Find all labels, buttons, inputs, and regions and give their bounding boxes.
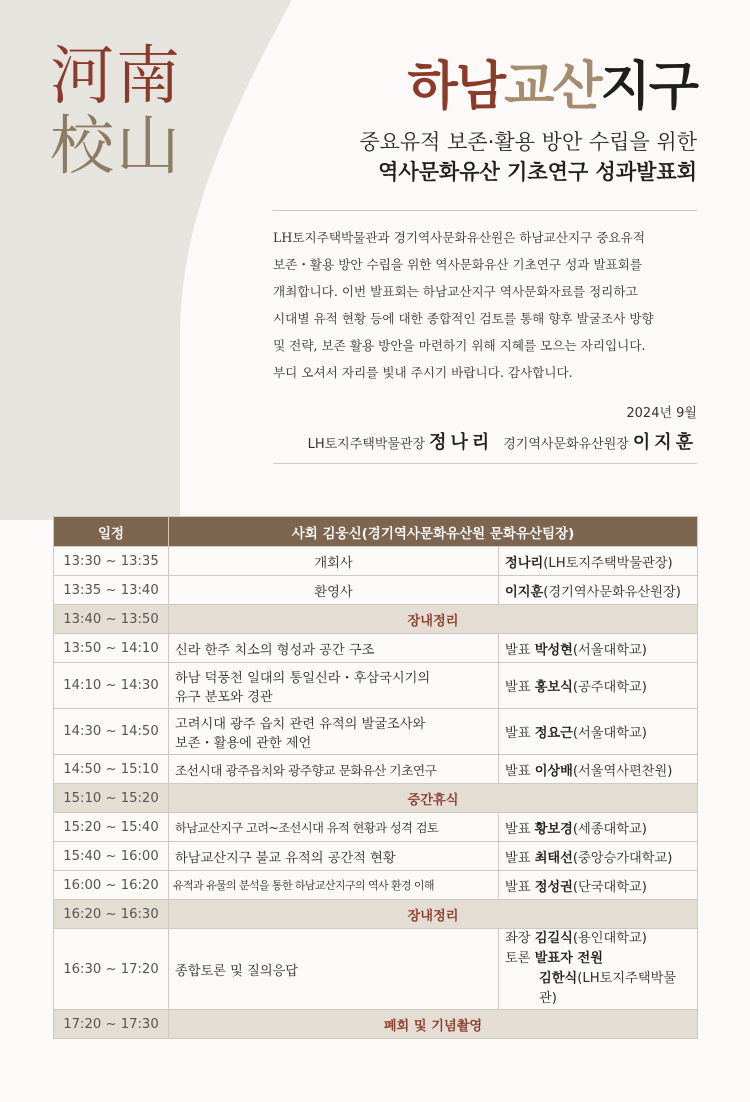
role-label: 발표 (505, 680, 531, 695)
speaker-affiliation: (서울역사편찬원) (572, 763, 673, 779)
table-row (54, 709, 698, 755)
speaker-name: 발표자 전원 (534, 951, 603, 966)
table-row (54, 547, 698, 576)
speaker-name: 이지훈 (505, 584, 544, 600)
speaker-affiliation: (중앙승가대학교) (572, 850, 673, 866)
hanja-char: 河南 (50, 40, 182, 114)
table-row (54, 842, 698, 871)
signer-name: 정나리 (429, 432, 494, 453)
speaker-name: 이상배 (534, 763, 573, 779)
role-label: 좌장 (505, 931, 531, 946)
speaker-affiliation: (공주대학교) (572, 680, 647, 695)
intro-line: 보존・활용 방안 수립을 위한 역사문화유산 기초연구 성과 발표회를 (273, 257, 643, 272)
time-cell: 16:20 ~ 16:30 (54, 900, 169, 929)
schedule-table (53, 516, 698, 1039)
speaker-affiliation: (경기역사문화유산원장) (543, 584, 681, 600)
break-row (54, 784, 698, 813)
subtitle-line-2: 역사문화유산 기초연구 성과발표회 (378, 160, 697, 184)
time-cell: 17:20 ~ 17:30 (54, 1010, 169, 1039)
speaker-name: 최태선 (534, 850, 573, 866)
speaker-line (505, 969, 691, 1009)
break-label: 장내정리 (169, 605, 698, 634)
divider (273, 210, 697, 211)
role-label: 발표 (505, 879, 531, 895)
speaker-cell (499, 663, 698, 709)
table-header (54, 517, 698, 547)
session-title: 하남교산지구 불교 유적의 공간적 현황 (169, 842, 499, 871)
role-label: 발표 (505, 850, 531, 866)
speaker-affiliation: (LH토지주택박물관) (539, 971, 677, 1006)
title-line: 보존・활용에 관한 제언 (175, 735, 312, 751)
speaker-cell (499, 576, 698, 605)
intro-line: 부디 오셔서 자리를 빛내 주시기 바랍니다. 감사합니다. (273, 365, 573, 380)
session-title (169, 709, 499, 755)
speaker-affiliation: (세종대학교) (572, 821, 647, 837)
speaker-cell (499, 871, 698, 900)
signer-title: LH토지주택박물관장 (307, 437, 426, 452)
session-title: 하남교산지구 고려~조선시대 유적 현황과 성격 검토 (169, 813, 499, 842)
intro-line: 시대별 유적 현황 등에 대한 종합적인 검토를 통해 향후 발굴조사 방향 (273, 311, 654, 326)
page-title (408, 44, 697, 119)
session-title: 유적과 유물의 분석을 통한 하남교산지구의 역사 환경 이해 (169, 871, 499, 900)
speaker-cell (499, 929, 698, 1010)
session-title: 개회사 (169, 547, 499, 576)
time-cell: 15:10 ~ 15:20 (54, 784, 169, 813)
subtitle-line-1: 중요유적 보존·활용 방안 수립을 위한 (359, 130, 697, 154)
table-row (54, 871, 698, 900)
break-row (54, 605, 698, 634)
speaker-affiliation: (서울대학교) (572, 726, 647, 741)
time-cell: 13:30 ~ 13:35 (54, 547, 169, 576)
hanja-char: 校山 (50, 110, 182, 184)
session-title: 환영사 (169, 576, 499, 605)
intro-paragraph (273, 224, 703, 386)
time-cell: 15:40 ~ 16:00 (54, 842, 169, 871)
time-cell: 14:30 ~ 14:50 (54, 709, 169, 755)
time-cell: 13:40 ~ 13:50 (54, 605, 169, 634)
speaker-name: 정나리 (505, 555, 544, 571)
time-cell: 13:35 ~ 13:40 (54, 576, 169, 605)
speaker-cell (499, 813, 698, 842)
title-line: 하남 덕풍천 일대의 통일신라・후삼국시기의 (175, 670, 431, 686)
speaker-name: 정요근 (534, 726, 573, 741)
date: 2024년 9월 (626, 406, 697, 421)
role-label: 토론 (505, 951, 531, 966)
time-cell: 14:10 ~ 14:30 (54, 663, 169, 709)
role-label: 발표 (505, 642, 531, 658)
break-label: 장내정리 (169, 900, 698, 929)
session-title (169, 663, 499, 709)
speaker-name: 정성권 (534, 879, 573, 895)
speaker-cell (499, 709, 698, 755)
hanja-logo (50, 42, 200, 182)
speaker-affiliation: (LH토지주택박물관장) (543, 555, 673, 571)
time-cell: 15:20 ~ 15:40 (54, 813, 169, 842)
signer-title: 경기역사문화유산원장 (503, 437, 629, 452)
title-line: 고려시대 광주 읍치 관련 유적의 발굴조사와 (175, 716, 426, 732)
time-cell: 16:00 ~ 16:20 (54, 871, 169, 900)
table-row (54, 634, 698, 663)
role-label: 발표 (505, 821, 531, 837)
speaker-name: 황보경 (534, 821, 573, 837)
speaker-name: 김한식 (539, 971, 578, 986)
intro-line: 개최합니다. 이번 발표회는 하남교산지구 역사문화자료를 정리하고 (273, 284, 638, 299)
title-line: 유구 분포와 경관 (175, 689, 273, 705)
speaker-cell (499, 547, 698, 576)
table-row (54, 929, 698, 1010)
break-label: 폐회 및 기념촬영 (169, 1010, 698, 1039)
speaker-affiliation: (용인대학교) (572, 931, 647, 946)
speaker-affiliation: (단국대학교) (572, 879, 647, 895)
divider (273, 463, 697, 464)
time-cell: 16:30 ~ 17:20 (54, 929, 169, 1010)
session-title: 조선시대 광주읍치와 광주향교 문화유산 기초연구 (169, 755, 499, 784)
speaker-cell (499, 755, 698, 784)
title-part-1: 하남 (407, 57, 505, 117)
signer-name: 이지훈 (632, 432, 697, 453)
title-part-3: 지구 (600, 57, 697, 117)
role-label: 발표 (505, 726, 531, 741)
table-row (54, 576, 698, 605)
session-title: 종합토론 및 질의응답 (169, 929, 499, 1010)
speaker-cell (499, 842, 698, 871)
break-row (54, 900, 698, 929)
role-label: 발표 (505, 763, 531, 779)
signatures (308, 428, 697, 454)
session-title: 신라 한주 치소의 형성과 공간 구조 (169, 634, 499, 663)
time-cell: 14:50 ~ 15:10 (54, 755, 169, 784)
break-label: 중간휴식 (169, 784, 698, 813)
speaker-affiliation: (서울대학교) (572, 642, 647, 658)
intro-line: LH토지주택박물관과 경기역사문화유산원은 하남교산지구 중요유적 (273, 230, 645, 245)
speaker-name: 홍보식 (534, 680, 573, 695)
speaker-name: 박성현 (534, 642, 573, 658)
time-cell: 13:50 ~ 14:10 (54, 634, 169, 663)
table-row (54, 755, 698, 784)
table-row (54, 813, 698, 842)
header-host: 사회 김웅신(경기역사문화유산원 문화유산팀장) (169, 517, 698, 547)
speaker-cell (499, 634, 698, 663)
break-row (54, 1010, 698, 1039)
intro-line: 및 전략, 보존 활용 방안을 마련하기 위해 지혜를 모으는 자리입니다. (273, 338, 646, 353)
speaker-name: 김길식 (534, 931, 573, 946)
table-row (54, 663, 698, 709)
title-part-2: 교산 (504, 57, 601, 117)
header-time: 일정 (54, 517, 169, 547)
